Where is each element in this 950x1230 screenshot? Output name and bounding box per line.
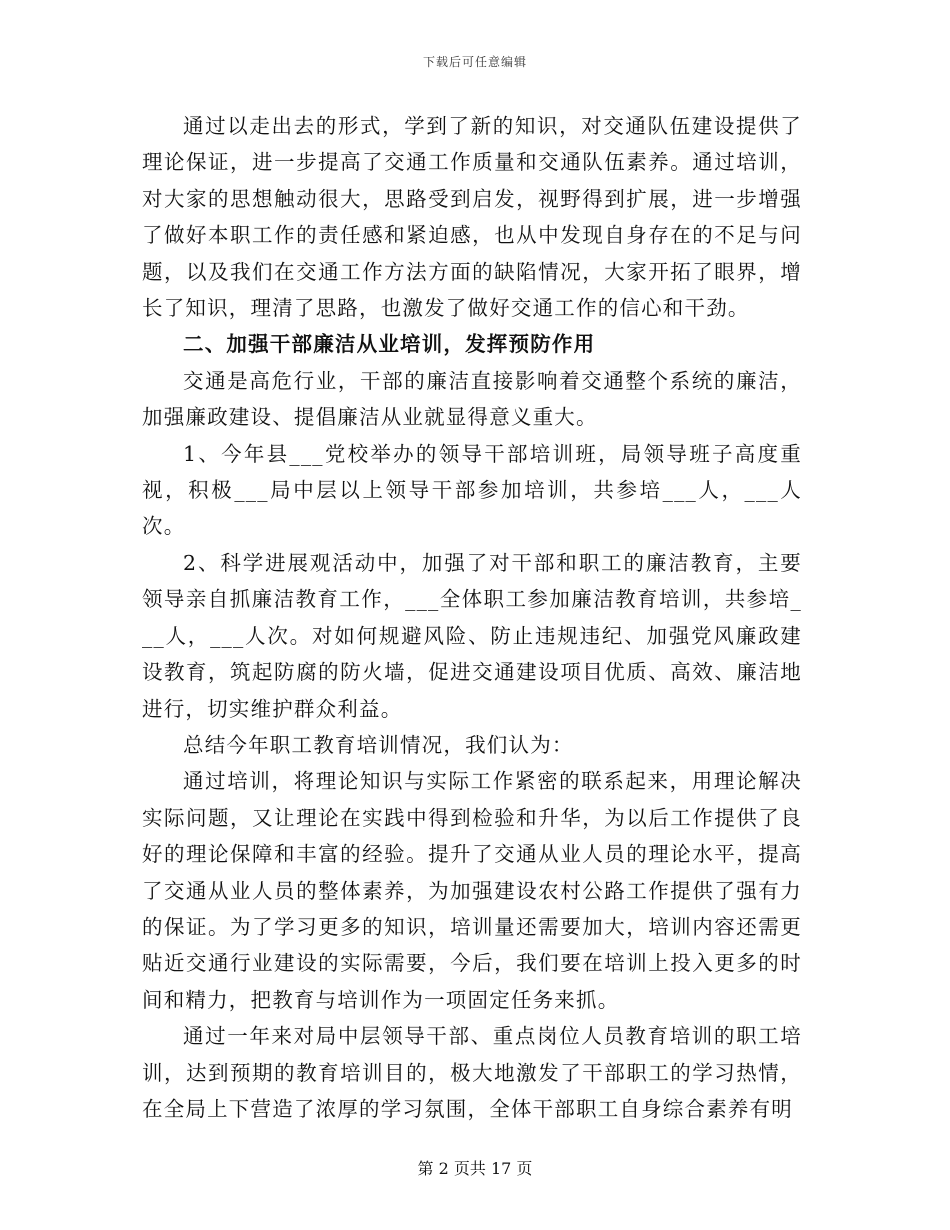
paragraph-integrity-importance: 交通是高危行业，干部的廉洁直接影响着交通整个系统的廉洁，加强廉政建设、提倡廉洁从业就显得意义重大。 <box>142 368 802 430</box>
page-footer: 第 2 页共 17 页 <box>417 1159 533 1178</box>
paragraph-item-1-party-school: 1、今年县___党校举办的领导干部培训班，局领导班子高度重视，积极___局中层以上领导干部参加培训，共参培___人，___人次。 <box>142 441 802 539</box>
paragraph-item-2-integrity-education: 2、科学进展观活动中，加强了对干部和职工的廉洁教育，主要领导亲自抓廉洁教育工作，___全体职工参加廉洁教育培训，共参培___人，___人次。对如何规避风险、防止违规违纪、加强党风廉政建设教育，筑起防腐的防火墙，促进交通建设项目优质、高效、廉洁地进行，切实维护群众利益。 <box>142 550 802 721</box>
paragraph-annual-results: 通过一年来对局中层领导干部、重点岗位人员教育培训的职工培训，达到预期的教育培训目的，极大地激发了干部职工的学习热情，在全局上下营造了浓厚的学习氛围，全体干部职工自身综合素养有明 <box>142 1024 802 1121</box>
document-body <box>142 108 802 1127</box>
paragraph-summary-intro: 总结今年职工教育培训情况，我们认为： <box>183 732 574 757</box>
section-heading-integrity-training: 二、加强干部廉洁从业培训，发挥预防作用 <box>183 332 596 357</box>
paragraph-training-benefits: 通过培训，将理论知识与实际工作紧密的联系起来，用理论解决实际问题，又让理论在实践中得到检验和升华，为以后工作提供了良好的理论保障和丰富的经验。提升了交通从业人员的理论水平，提高了交通从业人员的整体素养，为加强建设农村公路工作提供了强有力的保证。为了学习更多的知识，培训量还需要加大，培训内容还需更贴近交通行业建设的实际需要，今后，我们要在培训上投入更多的时间和精力，把教育与培训作为一项固定任务来抓。 <box>142 769 802 1012</box>
page-header: 下载后可任意编辑 <box>422 55 527 69</box>
paragraph-exchange-outcomes: 通过以走出去的形式，学到了新的知识，对交通队伍建设提供了理论保证，进一步提高了交通工作质量和交通队伍素养。通过培训，对大家的思想触动很大，思路受到启发，视野得到扩展，进一步增强了做好本职工作的责任感和紧迫感，也从中发现自身存在的不足与问题，以及我们在交通工作方法方面的缺陷情况，大家开拓了眼界，增长了知识，理清了思路，也激发了做好交通工作的信心和干劲。 <box>142 114 802 321</box>
